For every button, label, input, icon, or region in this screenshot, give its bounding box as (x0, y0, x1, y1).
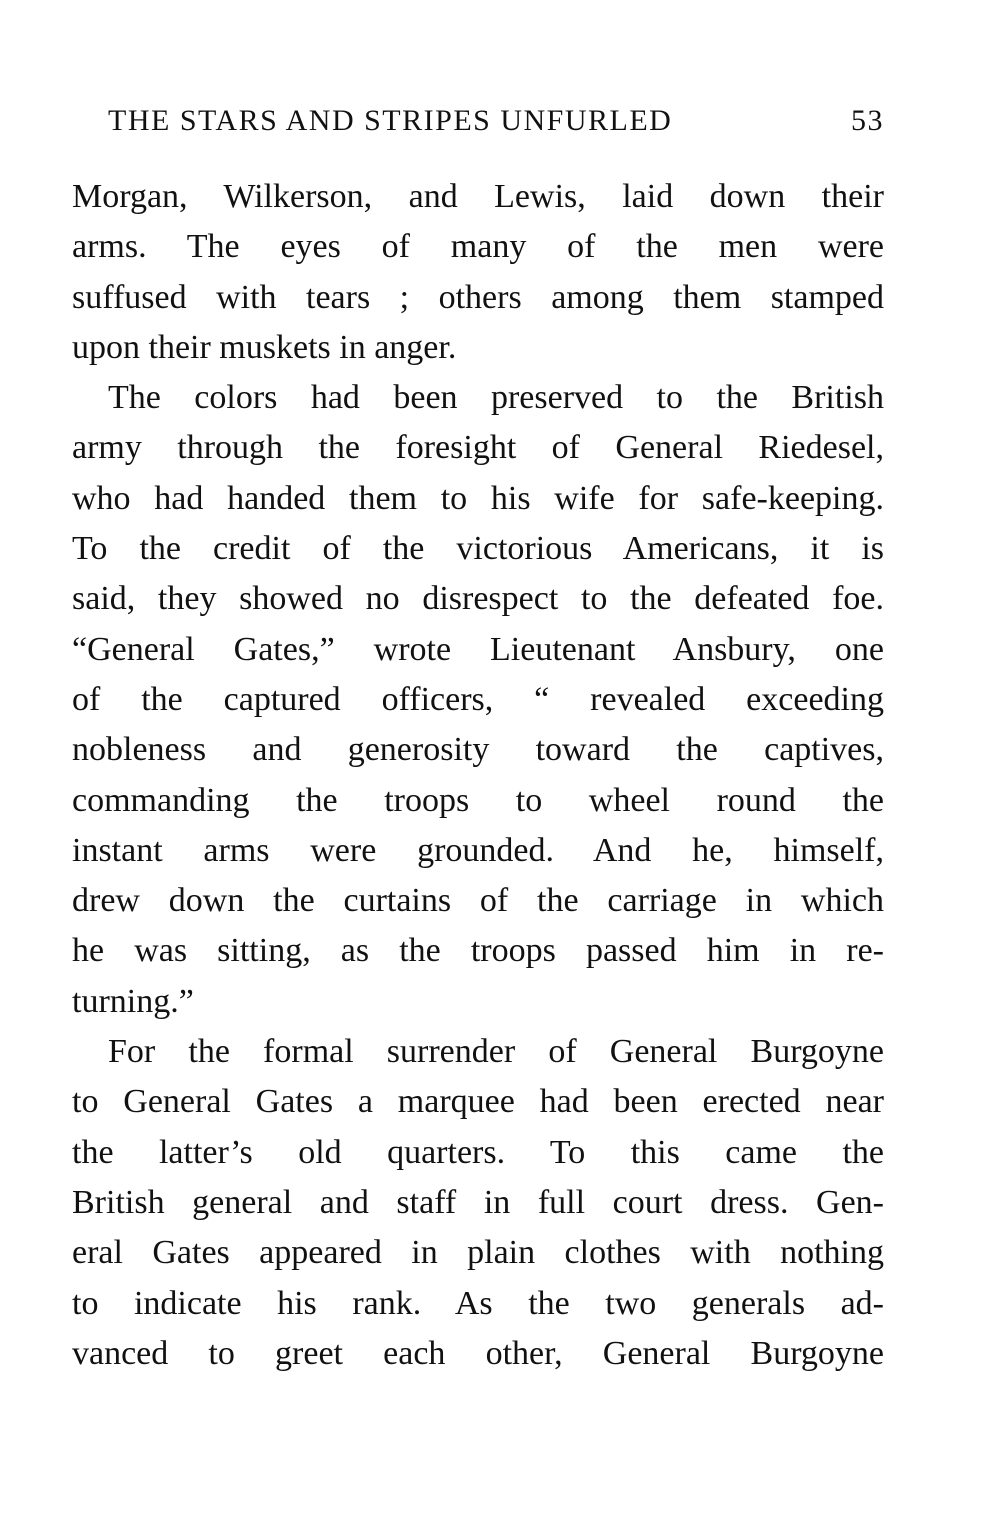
text-line: who had handed them to his wife for safe-keeping. (72, 479, 884, 517)
text-line: “General Gates,” wrote Lieutenant Ansbury, one (72, 630, 884, 668)
page-number: 53 (851, 104, 884, 137)
text-line: he was sitting, as the troops passed him in re- (72, 932, 884, 970)
text-line: instant arms were grounded. And he, himself, (72, 831, 884, 869)
body-text (72, 172, 884, 1379)
text-line: nobleness and generosity toward the captives, (72, 731, 884, 769)
text-line: British general and staff in full court dress. Gen- (72, 1183, 884, 1221)
book-page (72, 0, 884, 1537)
text-line: For the formal surrender of General Burgoyne (108, 1033, 884, 1071)
text-line: turning.” (72, 982, 194, 1020)
text-line: to General Gates a marquee had been erected near (72, 1083, 884, 1121)
text-line: army through the foresight of General Riedesel, (72, 429, 884, 467)
text-line: drew down the curtains of the carriage in which (72, 882, 884, 920)
text-line: said, they showed no disrespect to the defeated foe. (72, 580, 884, 618)
running-head (72, 100, 884, 144)
text-line: vanced to greet each other, General Burgoyne (72, 1334, 884, 1372)
text-line: arms. The eyes of many of the men were (72, 228, 884, 266)
text-line: eral Gates appeared in plain clothes with nothing (72, 1234, 884, 1272)
text-line: of the captured officers, “ revealed exceeding (72, 680, 884, 718)
text-line: To the credit of the victorious Americans, it is (72, 530, 884, 568)
running-title: THE STARS AND STRIPES UNFURLED (108, 104, 673, 137)
text-line: suffused with tears ; others among them stamped (72, 278, 884, 316)
text-line: Morgan, Wilkerson, and Lewis, laid down their (72, 178, 884, 215)
text-line: upon their muskets in anger. (72, 328, 457, 366)
text-line: the latter’s old quarters. To this came the (72, 1133, 884, 1171)
text-line: The colors had been preserved to the British (108, 379, 884, 417)
text-line: commanding the troops to wheel round the (72, 781, 884, 819)
text-line: to indicate his rank. As the two generals ad- (72, 1284, 884, 1322)
